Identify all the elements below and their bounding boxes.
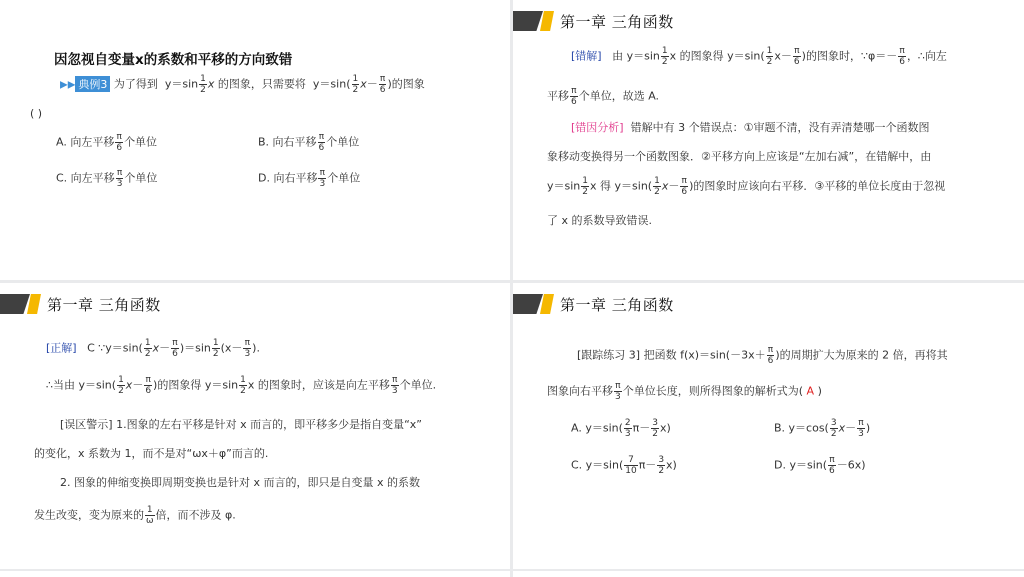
misconception-line-3: 2. 图象的伸缩变换即周期变换也是针对 x 而言的，即只是自变量 x 的系数 <box>60 476 420 489</box>
answer-choice: A <box>806 384 815 398</box>
slide-panel-1 <box>0 0 510 280</box>
header-bar-dark <box>513 11 543 31</box>
practice-line-1: [跟踪练习 3] 把函数 f(x)＝sin(－3x＋ $\frac{\pi}{6}$ )的周期扩大为原来的 2 倍，再将其 <box>577 345 948 366</box>
option-c: C. y＝sin( $\frac{7}{10}$ π－ $\frac{3}{2}$ x) <box>571 455 677 476</box>
misconception-line-2: 的变化，x 系数为 1，而不是对“ωx＋φ”而言的. <box>34 447 269 460</box>
misconception-line-1: [误区警示] 1.图象的左右平移是针对 x 而言的，即平移多少是指自变量“x” <box>60 418 422 431</box>
next-slide-strip-right <box>513 571 1024 577</box>
chapter-title: 第一章 三角函数 <box>560 12 674 31</box>
header-bar-yellow <box>27 294 41 314</box>
option-b: B. y＝cos( $\frac{3}{2}$ x－ $\frac{\pi}{3}$ ) <box>774 418 871 439</box>
chapter-header <box>513 293 674 315</box>
slide-panel-3 <box>0 283 510 569</box>
correct-solution-line-1: [正解] C ∵y＝sin( $\frac{1}{2}$ x－ $\frac{\pi}{6}$ )＝sin $\frac{1}{2}$ (x－ $\frac{\pi}{3}$ ). <box>46 338 260 359</box>
option-a: A. 向左平移 $\frac{\pi}{6}$ 个单位 <box>56 132 158 153</box>
wrong-solution-line-1: [错解] 由 y＝sin $\frac{1}{2}$ x 的图象得 y＝sin( $\frac{1}{2}$ x－ $\frac{\pi}{6}$ )的图象时，∵φ＝－ $\frac{\pi}{6}$ ，∴向左 <box>571 46 947 67</box>
option-a: A. y＝sin( $\frac{2}{3}$ π－ $\frac{3}{2}$ x) <box>571 418 671 439</box>
chapter-title: 第一章 三角函数 <box>47 295 161 314</box>
correct-solution-line-2: ∴当由 y＝sin( $\frac{1}{2}$ x－ $\frac{\pi}{6}$ )的图象得 y＝sin $\frac{1}{2}$ x 的图象时，应该是向左平移 $\frac{\pi}{3}$ 个单位. <box>46 375 437 396</box>
error-analysis-line-1: [错因分析] 错解中有 3 个错误点：①审题不清，没有弄清楚哪一个函数图 <box>571 121 930 134</box>
header-bar-dark <box>0 294 30 314</box>
chapter-header <box>0 293 161 315</box>
slide-panel-2 <box>513 0 1024 280</box>
problem-title: 因忽视自变量x的系数和平移的方向致错 <box>54 52 293 68</box>
error-analysis-line-3: y＝sin $\frac{1}{2}$ x 得 y＝sin( $\frac{1}{2}$ x－ $\frac{\pi}{6}$ )的图象时应该向右平移．③平移的单位长度由于忽视 <box>547 176 946 197</box>
question-line-1: ▶▶ 典例3 为了得到 y＝sin $\frac{1}{2}$ x 的图象，只需要将 y＝sin( $\frac{1}{2}$ x－ $\frac{\pi}{6}$ )的图象 <box>60 74 425 95</box>
misconception-line-4: 发生改变，变为原来的 $\frac{1}{\omega}$ 倍，而不涉及 φ. <box>34 505 236 526</box>
option-d: D. y＝sin( $\frac{\pi}{6}$ －6x) <box>774 455 866 476</box>
wrong-solution-line-2: 平移 $\frac{\pi}{6}$ 个单位，故选 A. <box>547 86 660 107</box>
example-tag: 典例3 <box>75 76 110 92</box>
error-analysis-line-2: 象移动变换得另一个函数图象．②平移方向上应该是“左加右减”，在错解中，由 <box>547 150 932 163</box>
option-d: D. 向右平移 $\frac{\pi}{3}$ 个单位 <box>258 168 361 189</box>
header-bar-yellow <box>540 294 554 314</box>
answer-paren: ( ) <box>30 107 43 120</box>
option-b: B. 向右平移 $\frac{\pi}{6}$ 个单位 <box>258 132 360 153</box>
slide-panel-4 <box>513 283 1024 569</box>
header-bar-yellow <box>540 11 554 31</box>
header-bar-dark <box>513 294 543 314</box>
arrow-icon: ▶▶ <box>60 79 76 91</box>
chapter-header <box>513 10 674 32</box>
option-c: C. 向左平移 $\frac{\pi}{3}$ 个单位 <box>56 168 158 189</box>
next-slide-strip-left <box>0 571 510 577</box>
practice-line-2: 图象向右平移 $\frac{\pi}{3}$ 个单位长度，则所得图象的解析式为( A ) <box>547 381 822 402</box>
error-analysis-line-4: 了 x 的系数导致错误. <box>547 214 652 227</box>
chapter-title: 第一章 三角函数 <box>560 295 674 314</box>
